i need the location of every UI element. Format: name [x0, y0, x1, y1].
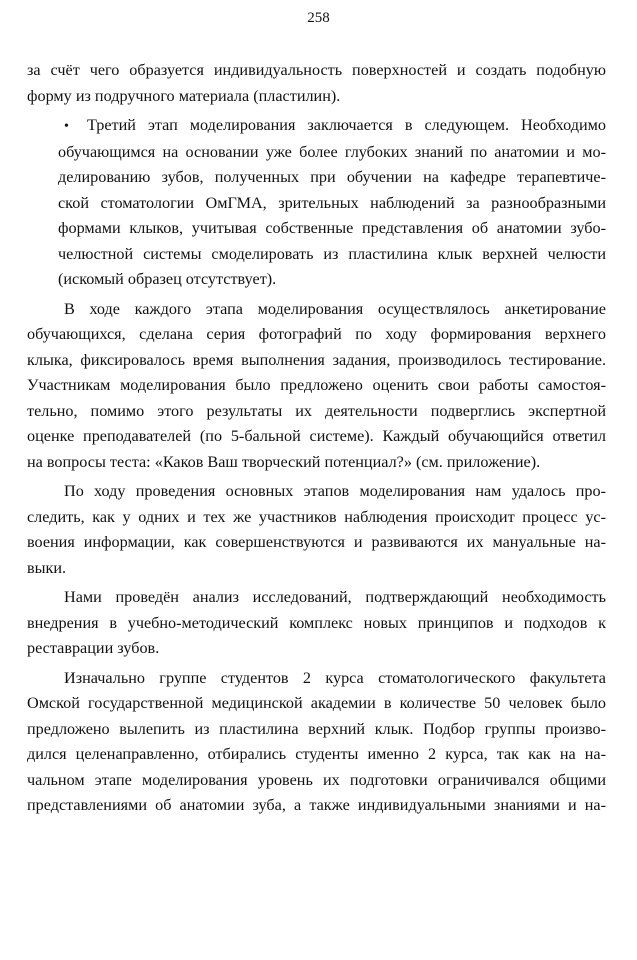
text-line: воения информации, как совершенствуются и развиваются их мануальные на- — [27, 533, 606, 551]
text-line: Омской государственной медицинской академии в количестве 50 человек было — [27, 694, 606, 712]
text-line: обучающимся на основании уже более глубоких знаний по анатомии и мо- — [58, 142, 606, 161]
text-line: выки. — [27, 558, 67, 577]
bullet-icon: • — [64, 119, 69, 134]
text-line: В ходе каждого этапа моделирования осуществлялось анкетирование — [64, 299, 606, 318]
text-line: Участникам моделирования было предложено оценить свои работы самостоя- — [27, 376, 606, 394]
paragraph — [27, 479, 606, 581]
text-line: дился целенаправленно, отбирались студенты именно 2 курса, так как на на- — [27, 745, 606, 763]
paragraph — [27, 585, 606, 662]
document-body — [27, 58, 606, 819]
text-line: оценке преподавателей (по 5-бальной системе). Каждый обучающийся ответил — [27, 427, 606, 445]
text-line: следить, как у одних и тех же участников наблюдения происходит процесс ус- — [27, 507, 606, 526]
text-line: ской стоматологии ОмГМА, зрительных наблюдений за разнообразными — [58, 193, 606, 212]
text-line-content: Третий этап моделирования заключается в следующем. Необходимо — [87, 116, 606, 134]
text-line: клыка, фиксировалось время выполнения задания, производилось тестирование. — [27, 350, 606, 369]
text-line: По ходу проведения основных этапов моделирования нам удалось про- — [64, 482, 606, 500]
text-line — [64, 113, 606, 140]
text-line: чальном этапе моделирования уровень их подготовки ограничивался общими — [27, 770, 606, 789]
text-line: Нами проведён анализ исследований, подтверждающий необходимость — [64, 588, 606, 606]
text-line: формами клыков, учитывая собственные представления об анатомии зубо- — [58, 219, 606, 237]
text-line: (искомый образец отсутствует). — [58, 270, 277, 288]
paragraph — [27, 666, 606, 819]
text-line: тельно, помимо этого результаты их деятельности подверглись экспертной — [27, 401, 606, 420]
paragraph-continuation — [27, 58, 606, 109]
text-line: внедрения в учебно-методический комплекс новых принципов и подходов к — [27, 613, 606, 632]
text-line: предложено вылепить из пластилина верхний клык. Подбор группы произво- — [27, 719, 606, 738]
text-line: форму из подручного материала (пластилин). — [27, 86, 341, 105]
text-line: представлениями об анатомии зуба, а также индивидуальными знаниями и на- — [27, 796, 606, 814]
bullet-paragraph — [27, 113, 606, 293]
page-number: 258 — [307, 10, 330, 26]
text-line: обучающихся, сделана серия фотографий по ходу формирования верхнего — [27, 325, 606, 343]
text-line: реставрации зубов. — [27, 639, 160, 657]
paragraph — [27, 297, 606, 476]
text-line: за счёт чего образуется индивидуальность поверхностей и создать подобную — [27, 61, 606, 79]
text-line: Изначально группе студентов 2 курса стоматологического факультета — [64, 668, 606, 687]
text-line: челюстной системы смоделировать из пластилина клык верхней челюсти — [58, 244, 606, 263]
text-line: на вопросы теста: «Каков Ваш творческий потенциал?» (см. приложение). — [27, 452, 541, 471]
text-line: делированию зубов, полученных при обучении на кафедре терапевтиче- — [58, 168, 606, 186]
